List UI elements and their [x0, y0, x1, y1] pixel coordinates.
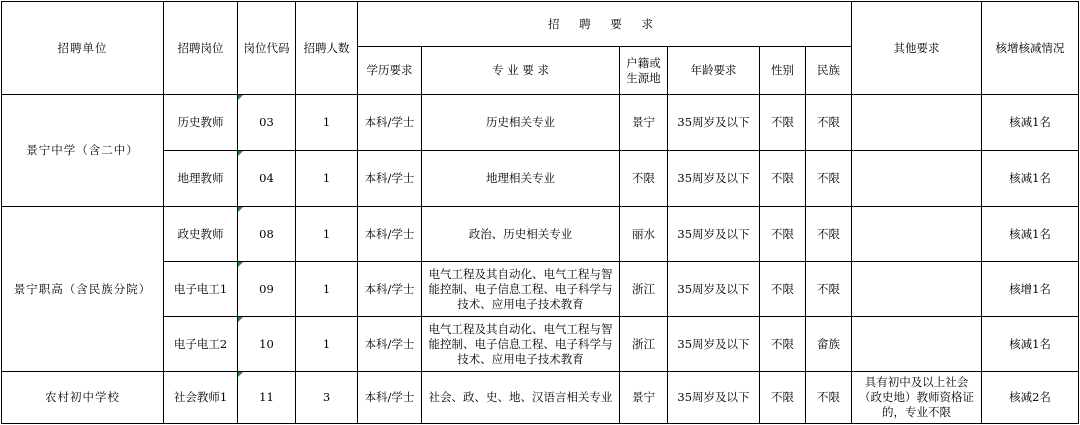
header-major: 专 业 要 求	[422, 47, 620, 95]
major-cell: 政治、历史相关专业	[422, 207, 620, 262]
count-cell: 1	[296, 151, 358, 207]
gender-cell: 不限	[760, 151, 806, 207]
recruitment-table	[1, 1, 1079, 424]
education-cell: 本科/学士	[358, 262, 422, 317]
household-cell: 浙江	[620, 317, 668, 372]
gender-cell: 不限	[760, 372, 806, 424]
table-row	[2, 95, 1079, 151]
age-cell: 35周岁及以下	[668, 372, 760, 424]
household-cell: 浙江	[620, 262, 668, 317]
major-cell: 电气工程及其自动化、电气工程与智能控制、电子信息工程、电子科学与技术、应用电子技术教育	[422, 262, 620, 317]
table-row	[2, 317, 1079, 372]
other-cell: 具有初中及以上社会（政史地）教师资格证的，专业不限	[852, 372, 982, 424]
ethnicity-cell: 不限	[806, 151, 852, 207]
code-cell: 04	[238, 151, 296, 207]
unit-cell: 农村初中学校	[2, 372, 164, 424]
gender-cell: 不限	[760, 207, 806, 262]
adjust-cell: 核减1名	[982, 95, 1079, 151]
unit-cell: 景宁职高（含民族分院）	[2, 207, 164, 372]
count-cell: 1	[296, 262, 358, 317]
ethnicity-cell: 不限	[806, 262, 852, 317]
adjust-cell: 核增1名	[982, 262, 1079, 317]
ethnicity-cell: 不限	[806, 207, 852, 262]
household-cell: 景宁	[620, 95, 668, 151]
count-cell: 1	[296, 95, 358, 151]
other-cell	[852, 95, 982, 151]
header-post: 招聘岗位	[164, 2, 238, 95]
post-cell: 社会教师1	[164, 372, 238, 424]
major-cell: 电气工程及其自动化、电气工程与智能控制、电子信息工程、电子科学与技术、应用电子技术教育	[422, 317, 620, 372]
major-cell: 社会、政、史、地、汉语言相关专业	[422, 372, 620, 424]
age-cell: 35周岁及以下	[668, 95, 760, 151]
adjust-cell: 核减2名	[982, 372, 1079, 424]
age-cell: 35周岁及以下	[668, 207, 760, 262]
code-cell: 11	[238, 372, 296, 424]
post-cell: 历史教师	[164, 95, 238, 151]
major-cell: 地理相关专业	[422, 151, 620, 207]
header-other: 其他要求	[852, 2, 982, 95]
household-cell: 景宁	[620, 372, 668, 424]
education-cell: 本科/学士	[358, 207, 422, 262]
adjust-cell: 核减1名	[982, 207, 1079, 262]
age-cell: 35周岁及以下	[668, 151, 760, 207]
table-row	[2, 207, 1079, 262]
household-cell: 丽水	[620, 207, 668, 262]
adjust-cell: 核减1名	[982, 317, 1079, 372]
other-cell	[852, 317, 982, 372]
other-cell	[852, 151, 982, 207]
header-education: 学历要求	[358, 47, 422, 95]
post-cell: 政史教师	[164, 207, 238, 262]
count-cell: 1	[296, 317, 358, 372]
age-cell: 35周岁及以下	[668, 317, 760, 372]
ethnicity-cell: 不限	[806, 372, 852, 424]
header-unit: 招聘单位	[2, 2, 164, 95]
table-row	[2, 372, 1079, 424]
gender-cell: 不限	[760, 95, 806, 151]
post-cell: 电子电工1	[164, 262, 238, 317]
code-cell: 03	[238, 95, 296, 151]
code-cell: 08	[238, 207, 296, 262]
ethnicity-cell: 畲族	[806, 317, 852, 372]
header-household: 户籍或生源地	[620, 47, 668, 95]
header-gender: 性别	[760, 47, 806, 95]
table-row	[2, 262, 1079, 317]
code-cell: 10	[238, 317, 296, 372]
post-cell: 电子电工2	[164, 317, 238, 372]
count-cell: 3	[296, 372, 358, 424]
education-cell: 本科/学士	[358, 317, 422, 372]
gender-cell: 不限	[760, 317, 806, 372]
education-cell: 本科/学士	[358, 95, 422, 151]
header-count: 招聘人数	[296, 2, 358, 95]
post-cell: 地理教师	[164, 151, 238, 207]
header-requirements: 招 聘 要 求	[358, 2, 852, 47]
education-cell: 本科/学士	[358, 372, 422, 424]
header-adjust: 核增核减情况	[982, 2, 1079, 95]
table-row	[2, 151, 1079, 207]
ethnicity-cell: 不限	[806, 95, 852, 151]
header-age: 年龄要求	[668, 47, 760, 95]
household-cell: 不限	[620, 151, 668, 207]
other-cell	[852, 207, 982, 262]
header-ethnicity: 民族	[806, 47, 852, 95]
code-cell: 09	[238, 262, 296, 317]
other-cell	[852, 262, 982, 317]
age-cell: 35周岁及以下	[668, 262, 760, 317]
gender-cell: 不限	[760, 262, 806, 317]
unit-cell: 景宁中学（含二中）	[2, 95, 164, 207]
header-code: 岗位代码	[238, 2, 296, 95]
education-cell: 本科/学士	[358, 151, 422, 207]
count-cell: 1	[296, 207, 358, 262]
adjust-cell: 核减1名	[982, 151, 1079, 207]
major-cell: 历史相关专业	[422, 95, 620, 151]
